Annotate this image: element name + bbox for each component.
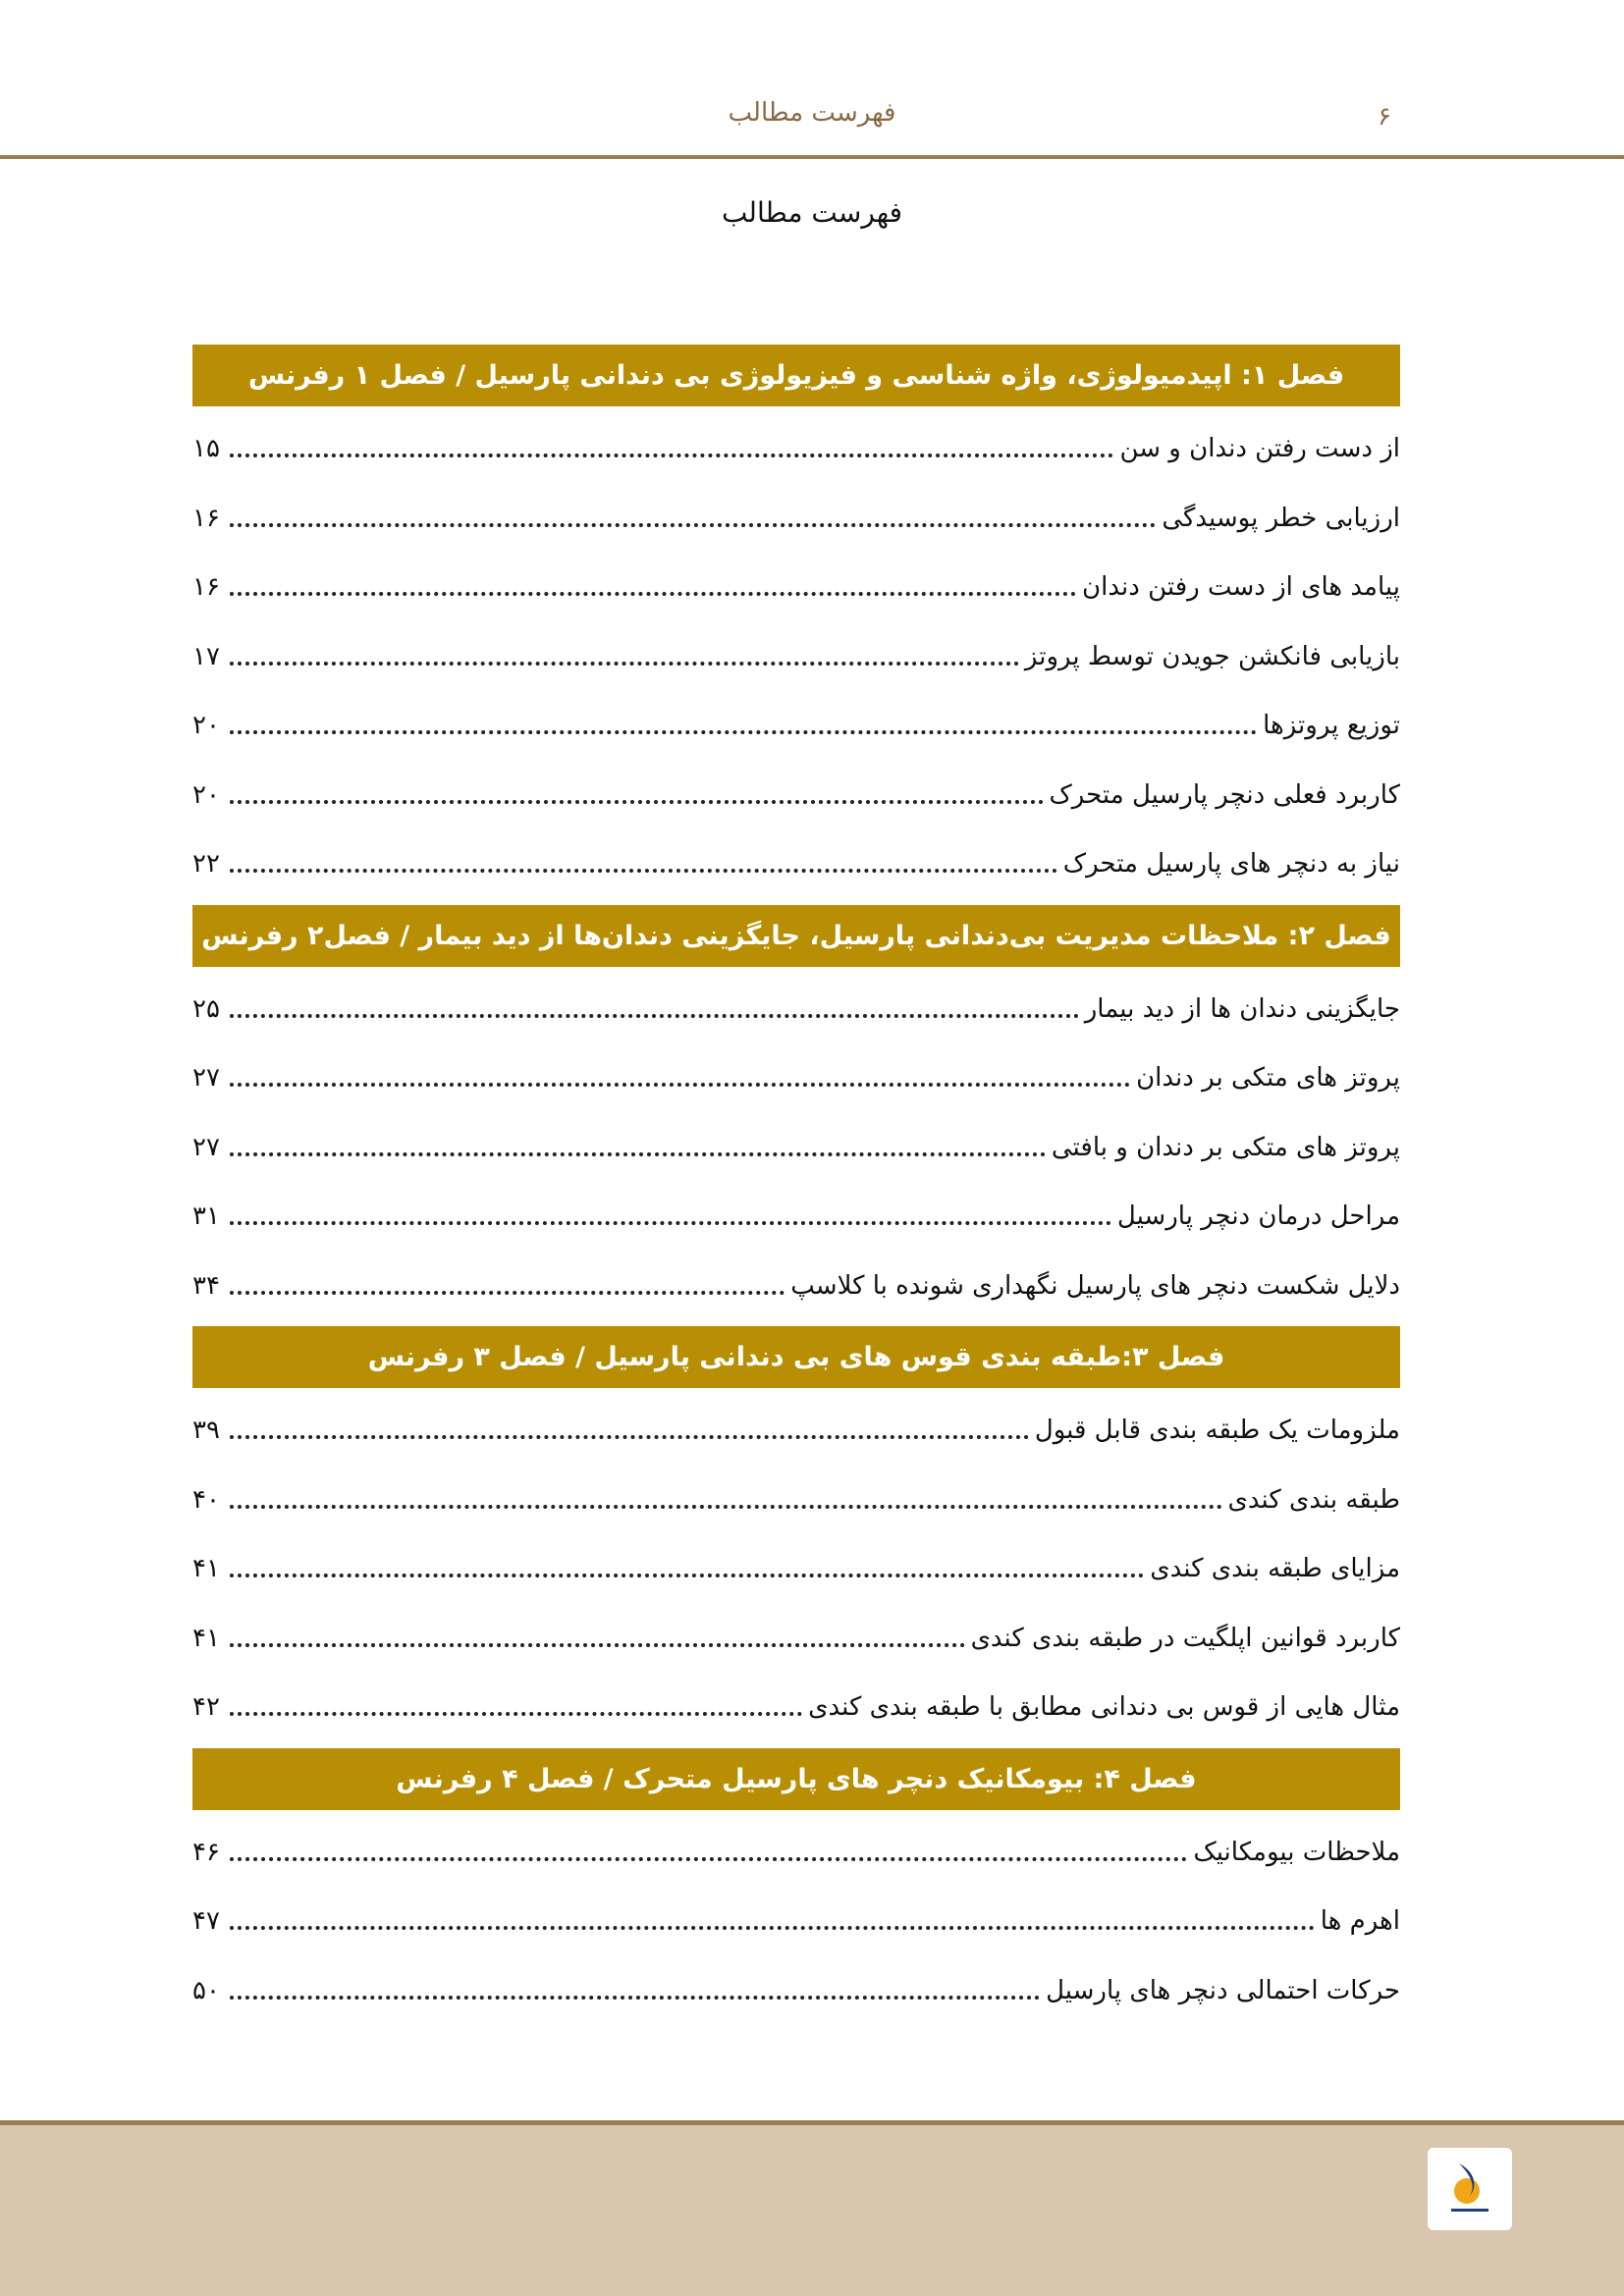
- toc-entry[interactable]: [192, 1252, 1400, 1321]
- dot-leader: [230, 1505, 1222, 1509]
- running-title: فهرست مطالب: [728, 98, 896, 128]
- toc-entry-page: ۴۰: [192, 1484, 220, 1515]
- toc-entry-label: مزایای طبقه بندی کندی: [1150, 1554, 1400, 1584]
- toc-entry[interactable]: [192, 1673, 1400, 1742]
- dot-leader: [230, 1152, 1046, 1156]
- toc-entry[interactable]: [192, 1534, 1400, 1604]
- toc-entry[interactable]: [192, 1818, 1400, 1888]
- toc-entry-label: جایگزینی دندان ها از دید بیمار: [1084, 993, 1400, 1024]
- toc-entry-page: ۲۵: [192, 993, 220, 1024]
- toc-entry-label: بازیابی فانکشن جویدن توسط پروتز: [1024, 641, 1400, 671]
- toc-entry[interactable]: [192, 975, 1400, 1044]
- toc-entry-page: ۳۴: [192, 1270, 220, 1301]
- toc-entry[interactable]: [192, 414, 1400, 484]
- toc-entry-page: ۲۷: [192, 1063, 220, 1094]
- chapter-heading: فصل ۴: بیومکانیک دنچر های پارسیل متحرک / فصل ۴ رفرنس: [192, 1748, 1400, 1810]
- dot-leader: [230, 1574, 1144, 1577]
- toc-entry-page: ۳۱: [192, 1201, 220, 1232]
- toc-entry-label: پروتز های متکی بر دندان و بافتی: [1051, 1132, 1400, 1162]
- toc-entry-label: توزیع پروتزها: [1263, 711, 1400, 741]
- toc-entry[interactable]: [192, 484, 1400, 554]
- toc-entry-page: ۱۵: [192, 434, 220, 464]
- toc-entry-label: ملاحظات بیومکانیک: [1193, 1837, 1400, 1867]
- toc-entry-label: اهرم ها: [1320, 1906, 1400, 1937]
- toc-entry-page: ۴۶: [192, 1837, 220, 1867]
- toc-entry-page: ۱۷: [192, 641, 220, 671]
- chapter-heading: فصل ۲: ملاحظات مدیریت بی‌دندانی پارسیل، جایگزینی دندان‌ها از دید بیمار / فصل۲ رفرنس: [192, 905, 1400, 967]
- dot-leader: [230, 454, 1113, 457]
- publisher-logo-icon: [1428, 2148, 1512, 2230]
- toc-entry-label: ارزیابی خطر پوسیدگی: [1162, 503, 1400, 533]
- toc-entry[interactable]: [192, 1956, 1400, 2026]
- table-of-contents: [192, 345, 1400, 2025]
- toc-entry-page: ۴۷: [192, 1906, 220, 1937]
- page-header: [0, 0, 1624, 159]
- dot-leader: [230, 1926, 1315, 1930]
- toc-entry-label: پروتز های متکی بر دندان: [1136, 1063, 1400, 1094]
- dot-leader: [230, 523, 1156, 527]
- toc-entry-page: ۵۰: [192, 1975, 220, 2005]
- dot-leader: [230, 1643, 965, 1647]
- dot-leader: [230, 800, 1044, 804]
- toc-entry-label: از دست رفتن دندان و سن: [1119, 434, 1400, 464]
- toc-entry[interactable]: [192, 691, 1400, 761]
- toc-entry-page: ۴۲: [192, 1692, 220, 1723]
- toc-entry[interactable]: [192, 1604, 1400, 1674]
- toc-entry-label: پیامد های از دست رفتن دندان: [1082, 572, 1400, 603]
- toc-entry[interactable]: [192, 1396, 1400, 1466]
- toc-entry-label: کاربرد فعلی دنچر پارسیل متحرک: [1049, 779, 1400, 810]
- toc-entry[interactable]: [192, 1113, 1400, 1183]
- dot-leader: [230, 1291, 785, 1295]
- chapter-heading: فصل ۳:طبقه بندی قوس های بی دندانی پارسیل / فصل ۳ رفرنس: [192, 1326, 1400, 1388]
- dot-leader: [230, 592, 1076, 596]
- dot-leader: [230, 1857, 1187, 1861]
- dot-leader: [230, 1014, 1079, 1018]
- page-number: ۶: [1378, 102, 1391, 132]
- toc-entry-page: ۴۱: [192, 1554, 220, 1584]
- toc-entry-label: دلایل شکست دنچر های پارسیل نگهداری شونده با کلاسپ: [790, 1270, 1400, 1301]
- toc-entry-label: نیاز به دنچر های پارسیل متحرک: [1062, 849, 1400, 880]
- toc-entry[interactable]: [192, 1182, 1400, 1252]
- toc-entry-page: ۱۶: [192, 572, 220, 603]
- toc-entry-label: ملزومات یک طبقه بندی قابل قبول: [1034, 1415, 1400, 1446]
- toc-entry-label: حرکات احتمالی دنچر های پارسیل: [1046, 1975, 1400, 2005]
- toc-entry[interactable]: [192, 761, 1400, 830]
- dot-leader: [230, 1435, 1029, 1439]
- toc-entry[interactable]: [192, 553, 1400, 622]
- dot-leader: [230, 1221, 1111, 1225]
- toc-entry-page: ۲۷: [192, 1132, 220, 1162]
- dot-leader: [230, 1083, 1130, 1087]
- toc-entry-page: ۲۰: [192, 779, 220, 810]
- dot-leader: [230, 730, 1257, 734]
- toc-entry-page: ۲۲: [192, 849, 220, 880]
- toc-entry[interactable]: [192, 1043, 1400, 1113]
- toc-entry-page: ۴۱: [192, 1623, 220, 1653]
- toc-entry-page: ۲۰: [192, 711, 220, 741]
- toc-entry[interactable]: [192, 1887, 1400, 1956]
- toc-entry[interactable]: [192, 622, 1400, 692]
- dot-leader: [230, 1996, 1040, 2000]
- toc-entry[interactable]: [192, 829, 1400, 899]
- toc-entry[interactable]: [192, 1466, 1400, 1535]
- chapter-heading: فصل ۱: اپیدمیولوژی، واژه شناسی و فیزیولوژی بی دندانی پارسیل / فصل ۱ رفرنس: [192, 345, 1400, 406]
- toc-entry-label: مراحل درمان دنچر پارسیل: [1116, 1201, 1400, 1232]
- page-footer: [0, 2120, 1624, 2296]
- toc-entry-label: طبقه بندی کندی: [1227, 1484, 1400, 1515]
- dot-leader: [230, 1712, 802, 1716]
- toc-title: فهرست مطالب: [721, 196, 903, 229]
- dot-leader: [230, 869, 1057, 873]
- toc-entry-label: کاربرد قوانین اپلگیت در طبقه بندی کندی: [970, 1623, 1400, 1653]
- toc-entry-page: ۱۶: [192, 503, 220, 533]
- dot-leader: [230, 662, 1019, 666]
- toc-entry-label: مثال هایی از قوس بی دندانی مطابق با طبقه بندی کندی: [808, 1692, 1400, 1723]
- toc-entry-page: ۳۹: [192, 1415, 220, 1446]
